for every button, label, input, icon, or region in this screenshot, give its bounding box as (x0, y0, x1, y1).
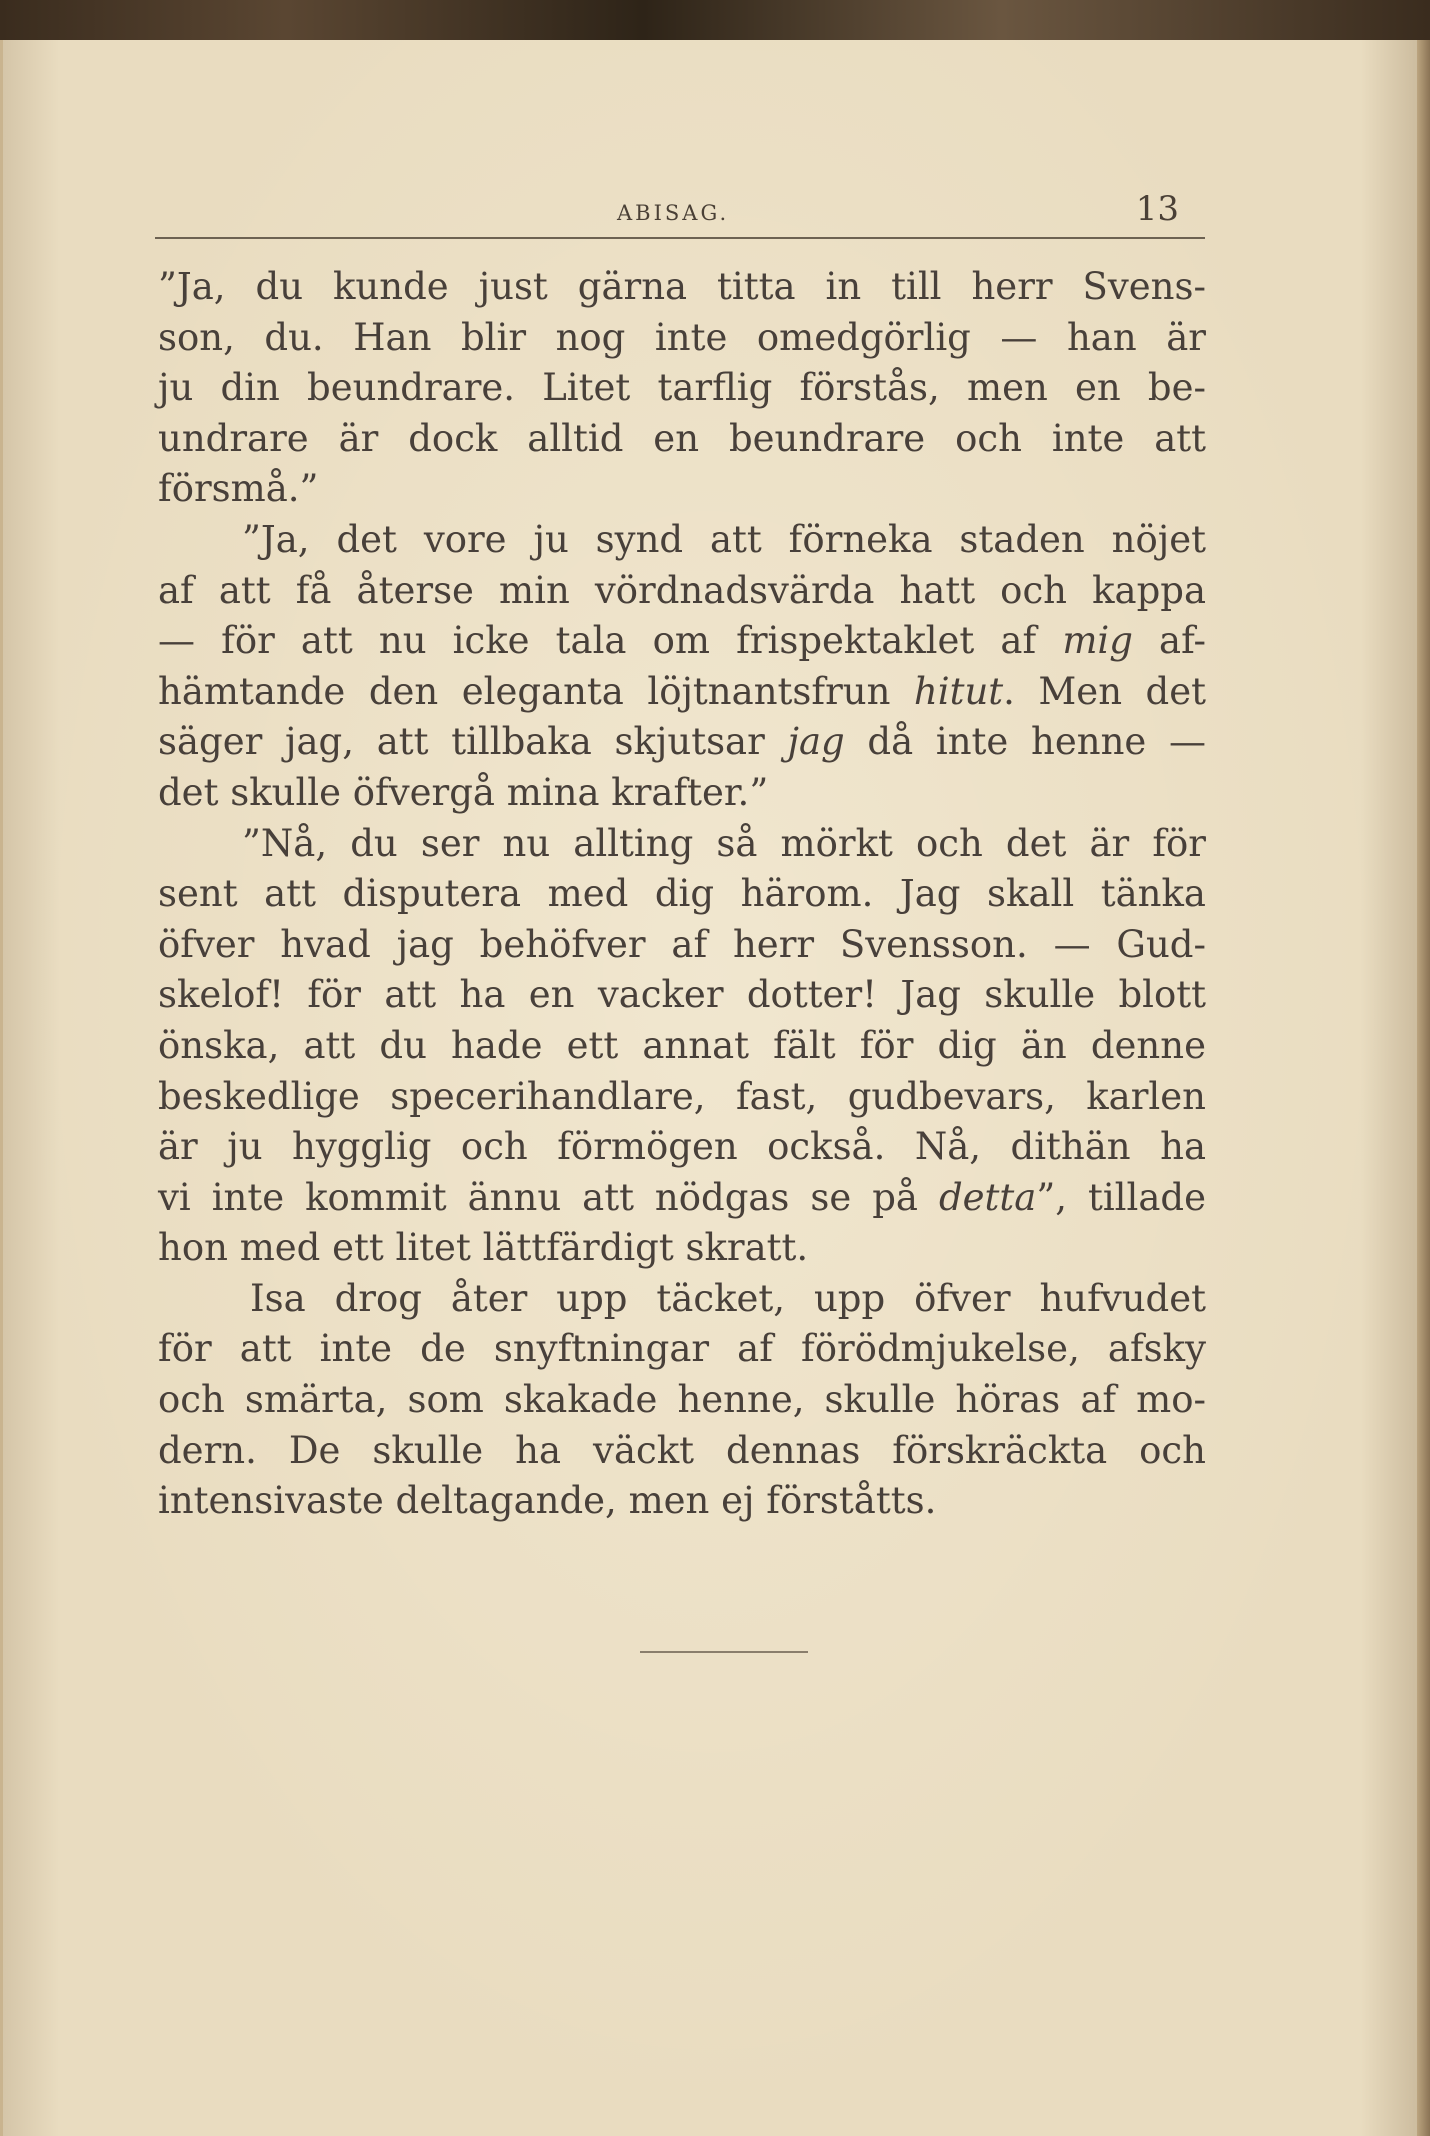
text-line (158, 1426, 1206, 1477)
text-line (158, 717, 1206, 768)
text-line (158, 414, 1206, 465)
italic-text: mig (1062, 619, 1133, 663)
line-text: vi inte kommit ännu att nödgas se på (158, 1175, 939, 1219)
body-text (158, 262, 1206, 1527)
text-line (158, 1375, 1206, 1426)
line-text: hämtande den eleganta löjtnantsfrun (158, 669, 914, 713)
text-line (158, 1476, 1206, 1527)
italic-text: hitut (913, 669, 1004, 713)
line-text: intensivaste deltagande, men ej förståtts. (158, 1479, 937, 1523)
italic-text: jag (787, 720, 845, 764)
line-text: dern. De skulle ha väckt dennas förskräckta och (158, 1428, 1206, 1472)
text-line (158, 1021, 1206, 1072)
line-text: son, du. Han blir nog inte omedgörlig — han är (158, 315, 1206, 359)
line-text: öfver hvad jag behöfver af herr Svensson. — Gud- (158, 922, 1206, 966)
page-number: 13 (1135, 189, 1179, 229)
line-text: ”Nå, du ser nu allting så mörkt och det är för (242, 821, 1206, 865)
line-text: undrare är dock alltid en beundrare och inte att (158, 416, 1206, 460)
line-text: af att få återse min vördnadsvärda hatt och kappa (158, 568, 1206, 612)
line-text: försmå.” (158, 467, 319, 511)
text-line (158, 667, 1206, 718)
running-head (155, 185, 1205, 239)
text-line (158, 1274, 1206, 1325)
line-text: ju din beundrare. Litet tarflig förstås, men en be- (158, 366, 1206, 410)
text-line (158, 363, 1206, 414)
line-text: Isa drog åter upp täcket, upp öfver hufvudet (250, 1276, 1206, 1320)
line-text: beskedlige specerihandlare, fast, gudbevars, karlen (158, 1074, 1206, 1118)
text-line (158, 819, 1206, 870)
line-text: säger jag, att tillbaka skjutsar (158, 720, 788, 764)
text-line (158, 1324, 1206, 1375)
line-text: af- (1132, 619, 1206, 663)
line-text: är ju hygglig och förmögen också. Nå, dithän ha (158, 1125, 1206, 1169)
line-text: hon med ett litet lättfärdigt skratt. (158, 1226, 809, 1270)
line-text: önska, att du hade ett annat fält för dig än denne (158, 1023, 1206, 1067)
book-top-edge (0, 0, 1430, 44)
text-line (158, 464, 1206, 515)
text-line (158, 768, 1206, 819)
line-text: — för att nu icke tala om frispektaklet af (158, 619, 1063, 663)
text-line (158, 616, 1206, 667)
line-text: och smärta, som skakade henne, skulle höras af mo- (158, 1378, 1206, 1422)
line-text: skelof! för att ha en vacker dotter! Jag skulle blott (158, 973, 1206, 1017)
text-line (158, 1072, 1206, 1123)
text-line (158, 515, 1206, 566)
end-rule (640, 1651, 808, 1653)
line-text: det skulle öfvergå mina krafter.” (158, 770, 769, 814)
text-line (158, 1173, 1206, 1224)
line-text: för att inte de snyftningar af förödmjukelse, afsky (158, 1327, 1206, 1371)
line-text: ”, tillade (1036, 1175, 1206, 1219)
text-line (158, 1223, 1206, 1274)
line-text: ”Ja, du kunde just gärna titta in till herr Svens- (158, 265, 1206, 308)
text-line (158, 920, 1206, 971)
running-head-title: ABISAG. (617, 201, 730, 225)
line-text: ”Ja, det vore ju synd att förneka staden nöjet (242, 517, 1206, 561)
text-line (158, 970, 1206, 1021)
line-text: . Men det (1003, 669, 1206, 713)
text-line (158, 313, 1206, 364)
line-text: sent att disputera med dig härom. Jag skall tänka (158, 872, 1206, 916)
text-line (158, 869, 1206, 920)
text-line (158, 566, 1206, 617)
text-line (158, 262, 1206, 313)
italic-text: detta (938, 1175, 1037, 1219)
line-text: då inte henne — (844, 720, 1206, 764)
text-line (158, 1122, 1206, 1173)
